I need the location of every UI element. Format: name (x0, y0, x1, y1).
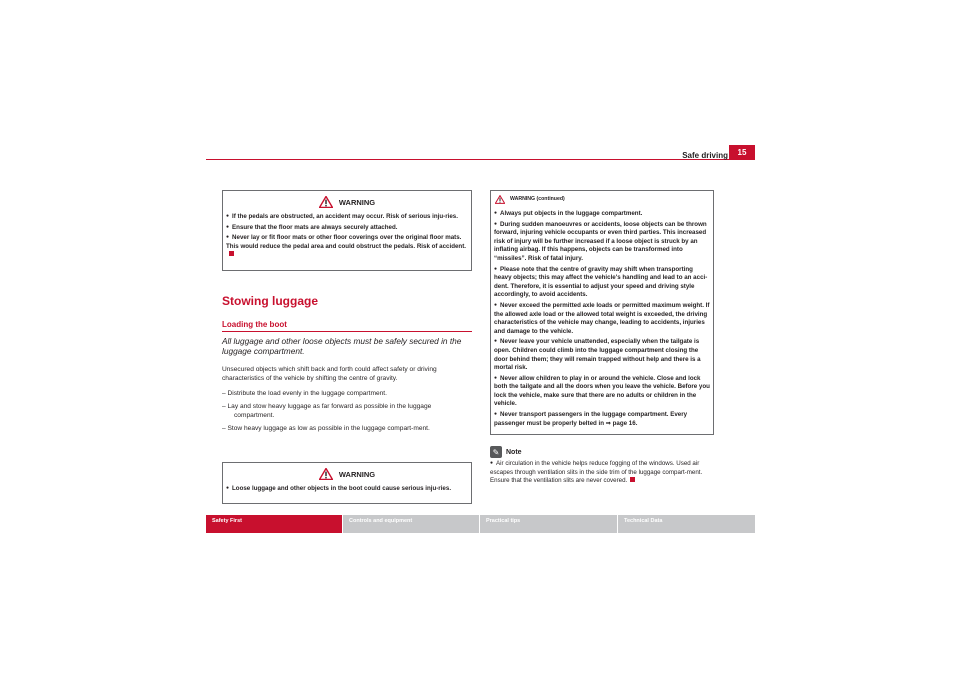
section-intro: All luggage and other loose objects must be safely secured in the luggage compartment. (222, 336, 462, 356)
steps-list (222, 389, 472, 437)
note-header (490, 446, 522, 458)
warning-item: ● If the pedals are obstructed, an accident may occur. Risk of serious inju-ries. (226, 213, 468, 222)
step-item: – Stow heavy luggage as low as possible in the luggage compart-ment. (222, 425, 430, 432)
warning-item: ● Ensure that the floor mats are always securely attached. (226, 224, 468, 233)
footer-tab-controls[interactable]: Controls and equipment (343, 515, 479, 533)
end-marker-icon (229, 251, 234, 256)
warning-triangle-icon (495, 195, 505, 204)
warning-triangle-icon (319, 468, 333, 480)
note-text: ● Air circulation in the vehicle helps reduce fogging of the windows. Used air escapes through ventilation slits in the side trim of the luggage compart-ment. Ensure that the ventilation slits are never covered. (490, 460, 702, 484)
subsection-rule (222, 331, 472, 332)
footer-tab-practical-tips[interactable]: Practical tips (480, 515, 617, 533)
warning-body (223, 485, 471, 494)
warning-item: ● Please note that the centre of gravity may shift when transporting heavy objects; this may affect the vehicle's handling and lead to an acci-dent. Therefore, it is essential to adjust your speed and driving style accordingly, to avoid accidents. (494, 266, 710, 300)
warning-item: ● Never allow children to play in or around the vehicle. Close and lock both the tailgate and all the doors when you leave the vehicle. Before you lock the vehicle, make sure that there are no adults or children in the vehicle. (494, 375, 710, 409)
warning-header (491, 191, 713, 207)
end-marker-icon (630, 477, 635, 482)
warning-item: ● Always put objects in the luggage compartment. (494, 210, 710, 219)
page-number: 15 (729, 145, 755, 160)
warning-box-luggage (222, 462, 472, 504)
warning-title: WARNING (338, 469, 376, 479)
warning-item: ● Loose luggage and other objects in the boot could cause serious inju-ries. (226, 485, 468, 494)
section-body: Unsecured objects which shift back and forth could affect safety or driving characteristics of the vehicle by shifting the centre of gravity. (222, 366, 437, 382)
warning-box-pedals (222, 190, 472, 271)
header-rule (206, 159, 755, 160)
warning-item: ● Never exceed the permitted axle loads or permitted maximum weight. If the allowed axle load or the allowed total weight is exceeded, the driving characteristics of the vehicle may change, leading to accidents, injuries and damage to the vehicle. (494, 302, 710, 336)
warning-box-continued (490, 190, 714, 435)
warning-item: ● Never leave your vehicle unattended, especially when the tailgate is open. Children could climb into the luggage compartment closing the door behind them; they will remain trapped without help and there is a mortal risk. (494, 338, 710, 372)
warning-item: ● During sudden manoeuvres or accidents, loose objects can be thrown forward, injuring vehicle occupants or even third parties. This increased risk of injury will be further increased if a loose object is struck by an inflating airbag. If this happens, objects can be transformed into “missiles”. Risk of fatal injury. (494, 221, 710, 264)
warning-header (223, 463, 471, 485)
note-label: Note (506, 448, 522, 456)
section-title: Stowing luggage (222, 294, 318, 308)
warning-triangle-icon (319, 196, 333, 208)
warning-body (223, 213, 471, 260)
warning-body (491, 207, 713, 428)
footer-tab-technical-data[interactable]: Technical Data (618, 515, 755, 533)
warning-title: WARNING (continued) (510, 196, 565, 202)
footer-tab-safety-first[interactable]: Safety First (206, 515, 342, 533)
note-icon: ✎ (490, 446, 502, 458)
warning-item-last (226, 234, 468, 260)
warning-header (223, 191, 471, 213)
note-body (490, 460, 714, 486)
subsection-title: Loading the boot (222, 320, 287, 329)
warning-item: ● Never lay or fit floor mats or other floor coverings over the original floor mats. This would reduce the pedal area and could obstruct the pedals. Risk of accident. (226, 234, 466, 250)
warning-title: WARNING (338, 197, 376, 207)
page-header-title: Safe driving (682, 151, 728, 160)
step-item: – Distribute the load evenly in the luggage compartment. (222, 390, 387, 397)
warning-item: ● Never transport passengers in the luggage compartment. Every passenger must be properly belted in ⇒ page 16. (494, 411, 710, 428)
step-item: – Lay and stow heavy luggage as far forward as possible in the luggage compartment. (222, 403, 432, 419)
